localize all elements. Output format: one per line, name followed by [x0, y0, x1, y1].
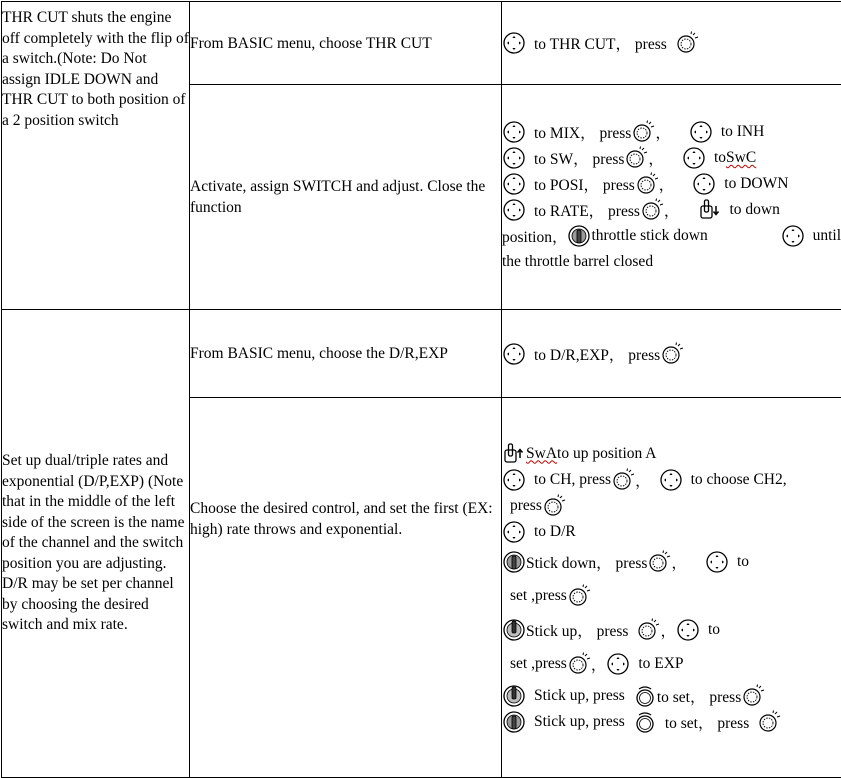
op-text: to	[736, 552, 749, 570]
press-button-icon	[567, 584, 591, 608]
stick-down-icon	[502, 550, 526, 574]
dial-icon	[502, 120, 526, 144]
dial-icon	[502, 31, 526, 55]
op-text: ，	[590, 656, 607, 674]
stick-up-icon	[502, 684, 526, 708]
op-text: Stick up, press	[534, 712, 625, 730]
press-button-icon	[636, 618, 660, 642]
op-text: to up position A	[557, 444, 657, 462]
dr-exp-step1-ops	[502, 310, 841, 398]
dial-icon	[676, 618, 700, 642]
table-row	[2, 310, 841, 398]
op-text: to INH	[720, 123, 765, 140]
op-text: Stick down， press	[526, 554, 648, 572]
op-text: set ,press	[510, 654, 567, 672]
op-text: set ,press	[510, 586, 567, 604]
stick-up-icon	[502, 618, 526, 642]
action-text: Choose the desired control, and set the first (EX: high) rate throws and exponential.	[190, 500, 493, 538]
action-text: From BASIC menu, choose THR CUT	[190, 34, 432, 52]
press-button-icon	[611, 468, 635, 492]
throttle-stick-down-icon	[567, 224, 591, 248]
stick-down-icon	[502, 710, 526, 734]
op-text: to down	[729, 201, 780, 218]
op-text: to	[707, 620, 721, 638]
op-text: ，	[648, 151, 664, 168]
op-text: to THR CUT， press	[534, 36, 667, 53]
press-button-icon	[635, 172, 659, 196]
timer-button-icon	[633, 710, 657, 734]
dr-exp-step2-ops	[502, 398, 841, 778]
description-text: THR CUT shuts the engine off completely with the flip of a switch.(Note: Do Not assign IDLE DOWN and THR CUT to both position of a 2 position switch	[2, 9, 189, 129]
dr-exp-step2-action	[190, 398, 502, 778]
press-button-icon	[624, 146, 648, 170]
timer-button-icon	[633, 684, 657, 708]
press-button-icon	[647, 550, 671, 574]
op-text: press	[510, 496, 542, 514]
press-button-icon	[660, 342, 684, 366]
dial-icon	[502, 198, 526, 222]
thr-cut-description	[2, 2, 190, 310]
op-text: to DOWN	[724, 175, 789, 192]
dial-icon	[705, 550, 729, 574]
press-button-icon	[675, 31, 699, 55]
op-text: Stick up, press	[534, 686, 625, 704]
switch-name: SwA	[526, 444, 558, 462]
op-text: ，	[635, 472, 651, 490]
op-text: to MIX， press	[534, 125, 632, 142]
dial-icon	[682, 146, 706, 170]
op-text: to set， press	[656, 688, 742, 706]
action-text: From BASIC menu, choose the D/R,EXP	[190, 345, 448, 362]
op-text: to	[713, 149, 726, 166]
dial-icon	[502, 172, 526, 196]
dial-icon	[502, 342, 526, 366]
op-text: to D/R	[534, 522, 576, 540]
description-text: Set up dual/triple rates and exponential (D/P,EXP) (Note that in the middle of the left side of the screen is the name of the channel and the switch position you are adjusting. D/R may be set per channel by choosing the desired switch and mix rate.	[2, 452, 185, 634]
thr-cut-step2-action	[190, 85, 502, 310]
op-text: ，	[671, 554, 687, 572]
op-text: to CH, press	[534, 470, 612, 488]
op-text: ，	[663, 203, 680, 220]
op-text: ，	[655, 125, 671, 142]
op-text: until	[812, 227, 841, 244]
dial-icon	[502, 146, 526, 170]
dial-icon	[502, 468, 526, 492]
dial-icon	[692, 172, 716, 196]
thr-cut-step1-ops	[502, 2, 841, 85]
press-button-icon	[741, 684, 765, 708]
dial-icon	[659, 468, 683, 492]
op-text: to POSI， press	[534, 177, 635, 194]
press-button-icon	[631, 120, 655, 144]
op-text: to RATE， press	[534, 203, 640, 220]
switch-up-icon	[502, 442, 526, 466]
press-button-icon	[542, 494, 566, 518]
action-text: Activate, assign SWITCH and adjust. Close the function	[190, 178, 486, 216]
table-row	[2, 2, 841, 85]
dial-icon	[781, 224, 805, 248]
switch-name: SwC	[726, 149, 757, 166]
dial-icon	[502, 520, 526, 544]
op-text: to choose CH2,	[690, 470, 787, 488]
switch-down-icon	[697, 198, 721, 222]
press-button-icon	[567, 652, 591, 676]
dial-icon	[606, 652, 630, 676]
op-text: ，	[660, 622, 676, 640]
thr-cut-step2-ops	[502, 85, 841, 310]
thr-cut-step1-action	[190, 2, 502, 85]
dr-exp-step1-action	[190, 310, 502, 398]
op-text: Stick up， press	[526, 622, 629, 640]
press-button-icon	[757, 710, 781, 734]
op-text: the throttle barrel closed	[502, 253, 654, 270]
op-text: throttle stick down	[591, 227, 708, 244]
dial-icon	[689, 120, 713, 144]
op-text: to D/R,EXP， press	[534, 346, 661, 364]
op-text: to SW， press	[534, 151, 625, 168]
op-text: to set， press	[664, 714, 750, 732]
op-text: to EXP	[638, 654, 684, 672]
op-text: ，	[658, 177, 675, 194]
op-text: position，	[502, 229, 568, 246]
dr-exp-description	[2, 310, 190, 778]
press-button-icon	[640, 198, 664, 222]
instruction-table	[1, 1, 841, 778]
